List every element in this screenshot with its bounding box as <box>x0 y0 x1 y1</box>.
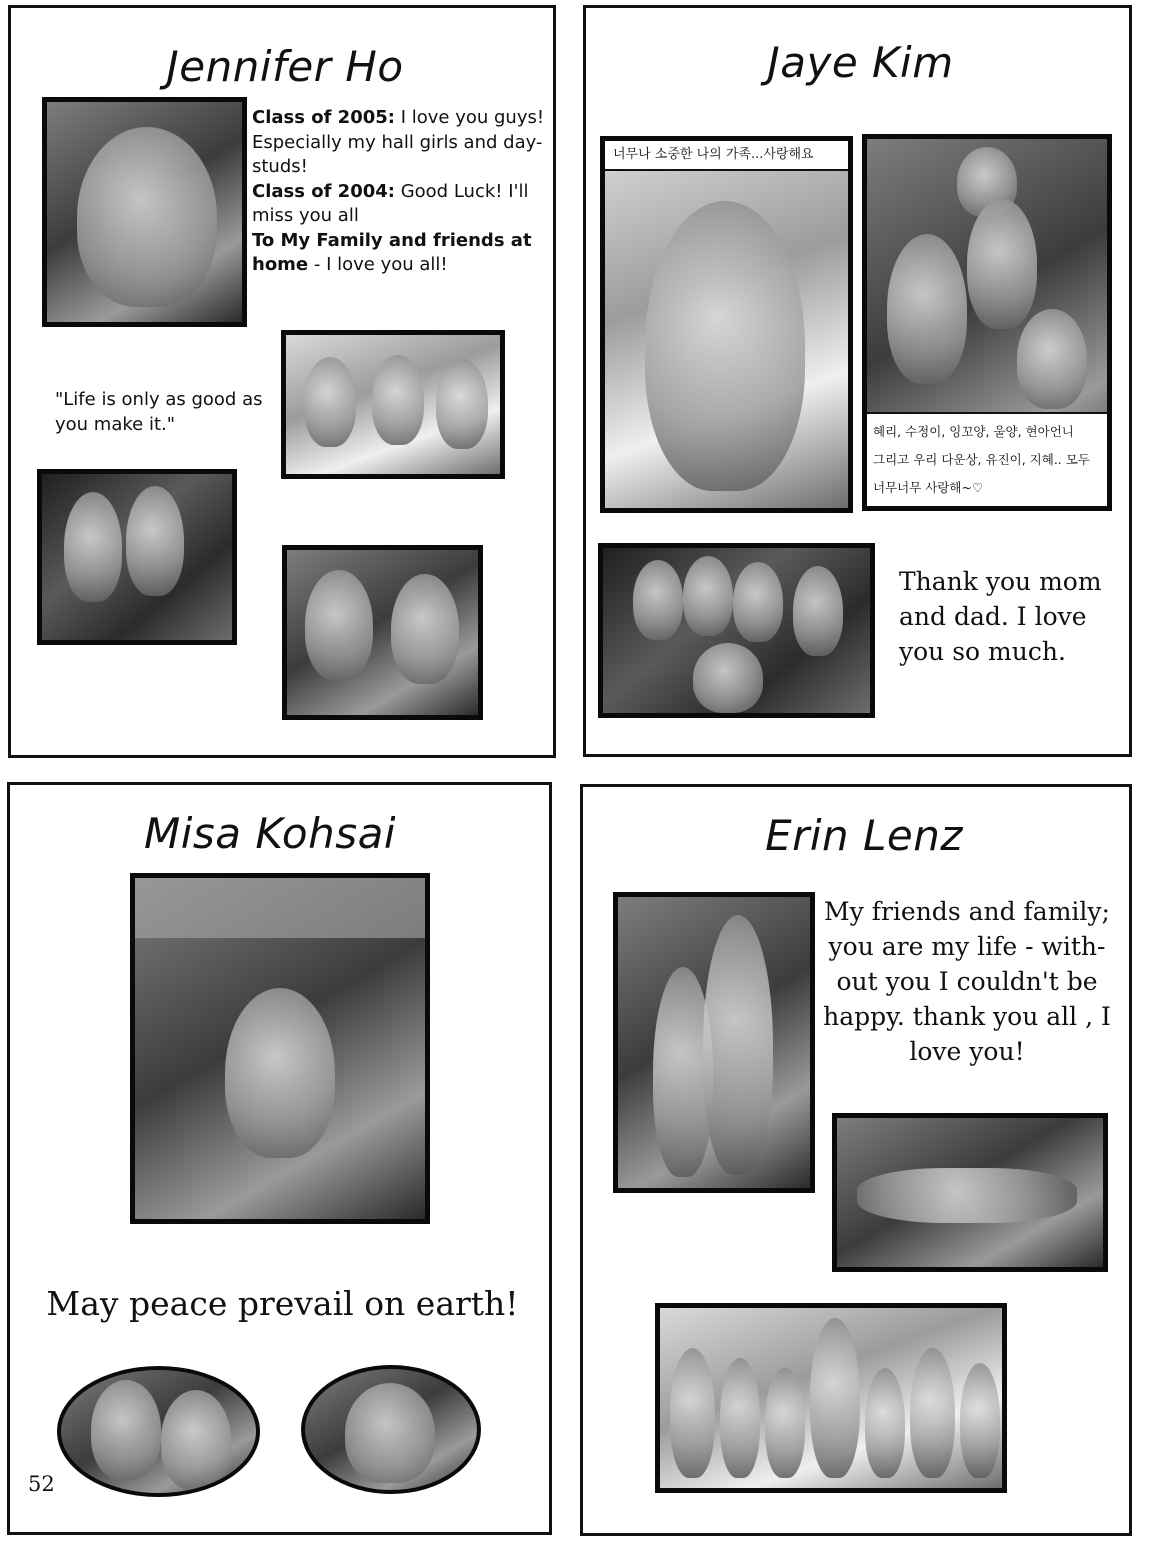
cat-portrait-photo <box>57 1366 260 1497</box>
panel-jaye-kim <box>583 5 1132 757</box>
student-name: Jennifer Ho <box>166 42 404 91</box>
caption-line: 그리고 우리 다운상, 유진이, 지혜.. 모두 <box>873 452 1090 467</box>
friends-trio-photo <box>281 330 505 479</box>
friends-pair-photo <box>37 469 237 645</box>
message-text: I love you guys! Especially my hall girls and day-studs! <box>252 107 545 177</box>
panel-misa-kohsai <box>7 782 552 1535</box>
theme-park-group-photo <box>655 1303 1007 1493</box>
friend-duo-photo <box>282 545 483 720</box>
portrait-photo <box>42 97 247 327</box>
message-text: Good Luck! I'll miss you all <box>252 180 529 226</box>
pool-photo <box>832 1113 1108 1272</box>
photo-caption: 너무나 소중한 나의 가족...사랑해요 <box>605 141 848 171</box>
student-name: Misa Kohsai <box>143 809 397 858</box>
couple-beach-photo <box>613 892 815 1193</box>
class-messages <box>252 106 552 278</box>
page-number: 52 <box>28 1472 55 1496</box>
cat-photo <box>301 1365 481 1494</box>
family-group-photo <box>862 134 1112 511</box>
violin-photo <box>130 873 430 1224</box>
message-text: - I love you all! <box>308 254 448 275</box>
panel-jennifer-ho <box>8 5 556 758</box>
portrait-photo <box>600 136 853 513</box>
message: My friends and family; you are my life - with-out you I couldn't be happy. thank you all , I love you! <box>823 897 1111 1066</box>
photo-caption-block <box>867 412 1107 506</box>
message: May peace prevail on earth! <box>46 1284 519 1323</box>
caption-line: 혜리, 수정이, 잉꼬양, 울양, 현아언니 <box>873 424 1074 439</box>
student-name: Jaye Kim <box>767 38 954 87</box>
message-label: Class of 2005: <box>252 107 395 128</box>
quote: "Life is only as good as you make it." <box>55 389 263 435</box>
student-name: Erin Lenz <box>765 811 963 860</box>
panel-erin-lenz <box>580 784 1132 1536</box>
message-label: To My Family and friends at home <box>252 229 532 275</box>
message: Thank you mom and dad. I love you so much. <box>899 567 1102 666</box>
message-class-2005 <box>252 106 552 180</box>
message-class-2004 <box>252 180 552 229</box>
friends-group-photo <box>598 543 875 718</box>
caption-line: 너무너무 사랑해~♡ <box>873 480 984 495</box>
message-family <box>252 229 552 278</box>
message-label: Class of 2004: <box>252 180 395 202</box>
